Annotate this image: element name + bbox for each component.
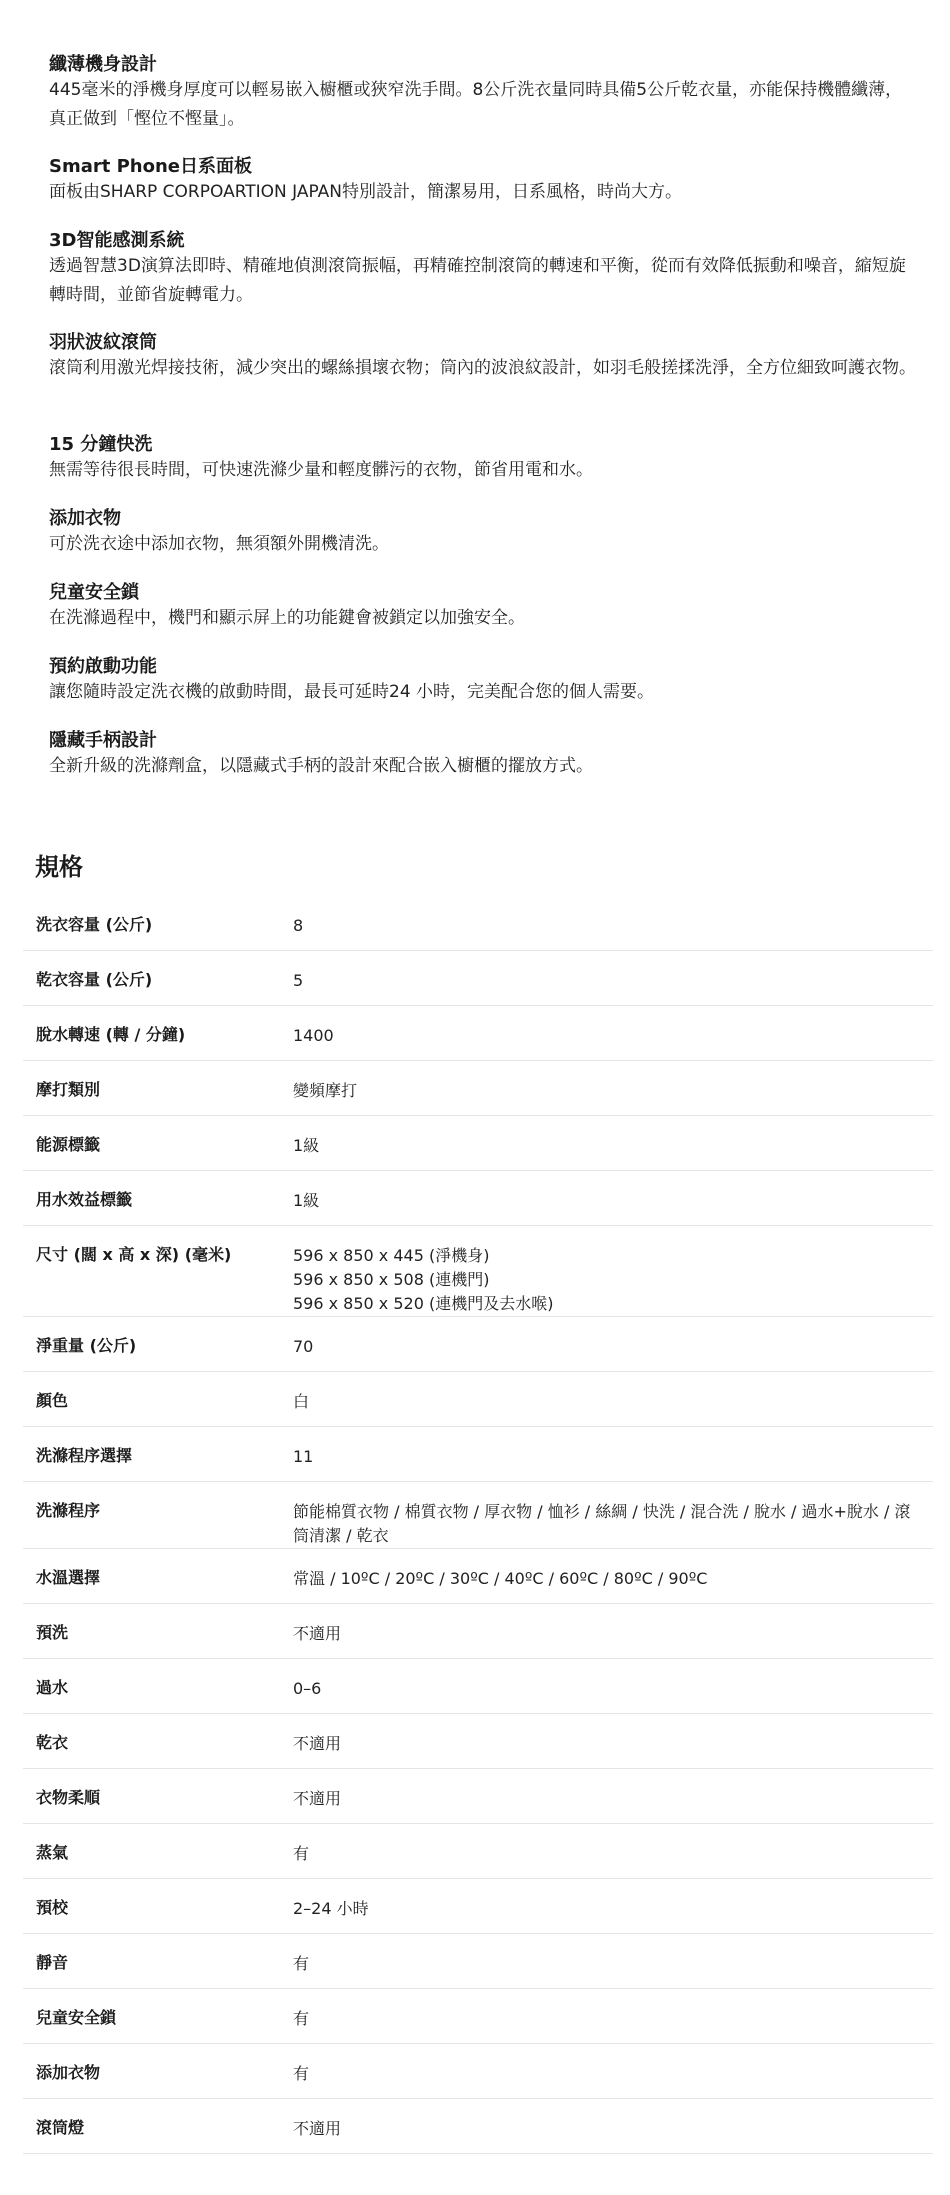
feature-title: 羽狀波紋滾筒 <box>49 332 157 353</box>
spec-value <box>293 1787 933 1811</box>
spec-value <box>293 969 933 993</box>
spec-value-line: 常溫 / 10ºC / 20ºC / 30ºC / 40ºC / 60ºC / 80ºC / 90ºC <box>293 1569 708 1588</box>
spec-label: 乾衣容量 (公斤) <box>36 970 153 989</box>
spec-value <box>293 1189 933 1213</box>
spec-label: 添加衣物 <box>36 2063 101 2082</box>
feature-child-lock <box>49 580 919 654</box>
feature-title: 3D智能感測系統 <box>49 230 185 251</box>
spec-label: 洗滌程序 <box>36 1501 101 1520</box>
spec-label: 淨重量 (公斤) <box>36 1336 137 1355</box>
spec-value-line: 5 <box>293 971 304 990</box>
spec-value <box>293 1567 933 1591</box>
spec-value-line: 白 <box>293 1392 310 1411</box>
spec-row <box>23 1171 933 1226</box>
spec-row <box>23 1769 933 1824</box>
spec-row <box>23 1659 933 1714</box>
spec-row <box>23 1427 933 1482</box>
spec-value-line: 有 <box>293 2009 310 2028</box>
feature-title: 15 分鐘快洗 <box>49 434 153 455</box>
spec-label: 滾筒燈 <box>36 2118 85 2137</box>
spec-value-line: 596 x 850 x 520 (連機門及去水喉) <box>293 1294 554 1313</box>
spec-row <box>23 1934 933 1989</box>
feature-description: 全新升級的洗滌劑盒，以隱藏式手柄的設計來配合嵌入櫥櫃的擺放方式。 <box>49 756 593 776</box>
spec-value-line: 不適用 <box>293 1734 342 1753</box>
feature-description: 讓您隨時設定洗衣機的啟動時間，最長可延時24 小時，完美配合您的個人需要。 <box>49 682 655 702</box>
spec-value <box>293 1732 933 1756</box>
feature-delay-start <box>49 654 919 728</box>
spec-value <box>293 1445 933 1469</box>
specs-heading: 規格 <box>35 853 83 881</box>
feature-title: 預約啟動功能 <box>49 656 157 677</box>
spec-value <box>293 1897 933 1921</box>
spec-label: 靜音 <box>36 1953 69 1972</box>
spec-label: 水溫選擇 <box>36 1568 101 1587</box>
feature-title: 添加衣物 <box>49 508 121 529</box>
spec-value <box>293 1952 933 1976</box>
feature-title: 纖薄機身設計 <box>49 54 157 75</box>
spec-row <box>23 1824 933 1879</box>
spec-row <box>23 1226 933 1317</box>
spec-value-line: 1級 <box>293 1136 320 1155</box>
spec-value <box>293 1390 933 1414</box>
spec-value <box>293 1842 933 1866</box>
feature-title: 兒童安全鎖 <box>49 582 139 603</box>
feature-hidden-handle <box>49 728 919 802</box>
spec-label: 顏色 <box>36 1391 69 1410</box>
feature-list <box>49 52 919 802</box>
feature-add-laundry <box>49 506 919 580</box>
spec-value-line: 有 <box>293 2064 310 2083</box>
spec-label: 洗衣容量 (公斤) <box>36 915 153 934</box>
spec-value-line: 變頻摩打 <box>293 1081 358 1100</box>
feature-description: 滾筒利用激光焊接技術，減少突出的螺絲損壞衣物；筒內的波浪紋設計，如羽毛般搓揉洗淨，全方位細致呵護衣物。 <box>49 358 916 378</box>
spec-label: 預洗 <box>36 1623 69 1642</box>
spec-row <box>23 1372 933 1427</box>
spec-row <box>23 1061 933 1116</box>
spec-row <box>23 1317 933 1372</box>
spec-row <box>23 2044 933 2099</box>
feature-description: 445毫米的淨機身厚度可以輕易嵌入櫥櫃或狹窄洗手間。8公斤洗衣量同時具備5公斤乾衣量，亦能保持機體纖薄，真正做到「慳位不慳量」。 <box>49 80 903 129</box>
feature-title: 隱藏手柄設計 <box>49 730 157 751</box>
spec-value-line: 不適用 <box>293 1789 342 1808</box>
spec-row <box>23 1116 933 1171</box>
spec-row <box>23 1714 933 1769</box>
spec-value <box>293 914 933 938</box>
spec-value <box>293 2062 933 2086</box>
feature-description: 可於洗衣途中添加衣物，無須額外開機清洗。 <box>49 534 389 554</box>
spec-value-line: 70 <box>293 1337 314 1356</box>
spec-label: 預校 <box>36 1898 69 1917</box>
spec-value-line: 1400 <box>293 1026 334 1045</box>
spec-value <box>293 1500 933 1548</box>
spec-row <box>23 951 933 1006</box>
spec-row <box>23 1604 933 1659</box>
feature-3d-sensor <box>49 228 919 330</box>
spec-value <box>293 1335 933 1359</box>
spec-value <box>293 1134 933 1158</box>
spec-value-line: 不適用 <box>293 2119 342 2138</box>
spec-value-line: 不適用 <box>293 1624 342 1643</box>
spec-label: 兒童安全鎖 <box>36 2008 117 2027</box>
feature-description: 透過智慧3D演算法即時、精確地偵測滾筒振幅，再精確控制滾筒的轉速和平衡，從而有效降低振動和噪音，縮短旋轉時間，並節省旋轉電力。 <box>49 256 906 305</box>
spec-row <box>23 1989 933 2044</box>
spec-value <box>293 1244 933 1316</box>
spec-value <box>293 1677 933 1701</box>
spec-value-line: 有 <box>293 1844 310 1863</box>
feature-description: 面板由SHARP CORPOARTION JAPAN特別設計，簡潔易用，日系風格，時尚大方。 <box>49 182 683 202</box>
spec-label: 尺寸 (闊 x 高 x 深) (毫米) <box>36 1245 232 1264</box>
spec-value-line: 1級 <box>293 1191 320 1210</box>
spec-row <box>23 1482 933 1549</box>
spec-value <box>293 1079 933 1103</box>
spec-label: 過水 <box>36 1678 69 1697</box>
spec-value-line: 596 x 850 x 508 (連機門) <box>293 1270 490 1289</box>
feature-title: Smart Phone日系面板 <box>49 156 253 177</box>
specs-table <box>23 896 933 2154</box>
spec-value-line: 節能棉質衣物 / 棉質衣物 / 厚衣物 / 恤衫 / 絲綢 / 快洗 / 混合洗 / 脫水 / 過水+脫水 / 滾筒清潔 / 乾衣 <box>293 1502 911 1545</box>
spec-row <box>23 1006 933 1061</box>
spec-row <box>23 1879 933 1934</box>
spec-value-line: 0–6 <box>293 1679 322 1698</box>
feature-feather-drum <box>49 330 919 432</box>
spec-value <box>293 1024 933 1048</box>
spec-value <box>293 2117 933 2141</box>
spec-label: 脫水轉速 (轉 / 分鐘) <box>36 1025 186 1044</box>
spec-value-line: 8 <box>293 916 304 935</box>
spec-label: 摩打類別 <box>36 1080 101 1099</box>
feature-smartphone-panel <box>49 154 919 228</box>
feature-quick-wash <box>49 432 919 506</box>
spec-value <box>293 1622 933 1646</box>
feature-slim-body <box>49 52 919 154</box>
spec-label: 蒸氣 <box>36 1843 69 1862</box>
spec-label: 乾衣 <box>36 1733 69 1752</box>
spec-value-line: 11 <box>293 1447 314 1466</box>
spec-label: 洗滌程序選擇 <box>36 1446 133 1465</box>
feature-description: 無需等待很長時間，可快速洗滌少量和輕度髒污的衣物，節省用電和水。 <box>49 460 593 480</box>
spec-value-line: 2–24 小時 <box>293 1899 369 1918</box>
spec-label: 衣物柔順 <box>36 1788 101 1807</box>
spec-label: 能源標籤 <box>36 1135 101 1154</box>
feature-description: 在洗滌過程中，機門和顯示屏上的功能鍵會被鎖定以加強安全。 <box>49 608 525 628</box>
spec-value <box>293 2007 933 2031</box>
spec-row <box>23 896 933 951</box>
spec-row <box>23 1549 933 1604</box>
spec-row <box>23 2099 933 2154</box>
spec-value-line: 有 <box>293 1954 310 1973</box>
spec-value-line: 596 x 850 x 445 (淨機身) <box>293 1246 490 1265</box>
spec-label: 用水效益標籤 <box>36 1190 133 1209</box>
